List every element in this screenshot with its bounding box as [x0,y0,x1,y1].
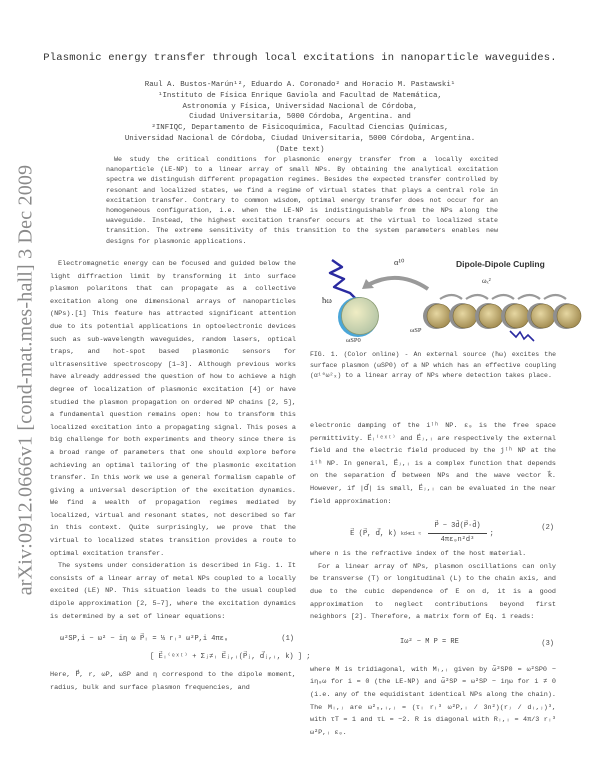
affiliation-line: Ciudad Universitaria, 5000 Córdoba, Argentina. and [189,113,411,122]
equation-1-number: (1) [281,635,294,644]
equation-1-line2: [ E⃗ᵢ⁽ᵉˣᵗ⁾ + Σⱼ≠ᵢ E⃗ⱼ,ᵢ(P⃗ⱼ, d⃗ⱼ,ᵢ, k) ] ; [150,653,311,662]
coupling-title: Dipole-Dipole Cupling [456,259,545,269]
figure-caption: FIG. 1. (Color online) - An external source (ħω) excites the surface plasmon (ωSP0) of a NP which has an effective coupling (α¹⁰ω²ₓ) to a linear array of NPs where detection takes place. [310,351,556,379]
equation-2-fraction [428,520,486,546]
nanoparticle-chain [423,303,581,329]
system-paragraph: The systems under consideration is described in Fig. 1. It consists of a linear array of metal NPs coupled to a locally excited (LE) NP. This situation leads to the usual coupled dipole approximation [2, 5–7], where the excitation dynamics is determined by a set of linear equations: [50,562,296,621]
equation-2-approx: kd≪1 ≈ [400,531,422,538]
coupling-arrow-icon [368,278,428,289]
equation-2-numerator: P⃗ − 3d̂(P⃗·d̂) [428,520,486,534]
author-block [0,80,600,156]
alpha-label: α¹⁰ [394,257,405,267]
excitation-wave-icon [330,260,356,299]
arxiv-stamp-text: arXiv:0912.0666v1 [cond-mat.mes-hall] 3 Dec 2009 [14,164,37,596]
equation-2-number: (2) [541,524,554,533]
equation-1-line1: ω²SP,i − ω² − iη ω P⃗ᵢ = ⅓ rᵢ³ ω²P,i 4πε₀ [60,635,229,644]
equation-3-number: (3) [541,639,554,648]
arxiv-stamp [8,160,44,600]
hop-arrows [440,295,566,299]
equation-3 [310,630,556,658]
date-line: (Date text) [275,145,325,154]
left-column [50,258,311,694]
affiliation-line: Astronomía y Física, Universidad Nacional de Córdoba, [182,102,418,111]
equation-2-lhs: E⃗ (P⃗, d⃗, k) [350,530,397,539]
intro-paragraph: Electromagnetic energy can be focused and guided below the light diffraction limit by transforming it into surface plasmon polaritons that can propagate as a collective excitation along one dimensional arrays of nanoparticles (NPs).[1] This feature has attracted significant attention due to its potential applications in optoelectronic devices such as sub-wavelength waveguides, random lasers, optical traps, and hot-spot based plasmonic sensors for ultrasensitive spectroscopy [1–3]. Although previous works have already addressed the question of how to achieve a high degree of localization of plasmonic excitation [4] or have studied the plasmon propagation on ordered NP chains [2, 5], a fundamental question remains open: how to transform this localized excitation into a propagating signal. This poses a big challenge for both experiments and theory since there is a broad range of parameters that one should explore before achieving an optimal tailoring of the plasmonic excitation transfer. In this work we use a general formalism capable of giving a universal description of the excitation dynamics. We find a wealth of propagation regimes mediated by localized, virtual and resonant states, not described so far in this context. Quite surprisingly, we prove that the virtual to localized states transition provides a route to optimal excitation transfer. [50,260,296,558]
omega-sp0-label: ωSP0 [346,337,361,344]
affiliation-line: ²INFIQC, Departamento de Fisicoquímica, Facultad Ciencias Químicas, [151,124,449,133]
right-column [310,420,556,739]
hbar-omega-label: ħω [322,295,332,305]
figure-1 [310,255,590,345]
linear-array-paragraph: For a linear array of NPs, plasmon oscillations can only be transverse (T) or longitudinal (L) to the chain axis, and due to the cubic dependence of E on d, it is a good approximation to neglect contributions beyond first neighbors [2]. Therefore, a matrix form of Eq. 1 reads: [310,562,556,622]
equation-1 [50,629,311,663]
equation-3-body: Iω² − M P = RE [400,637,459,646]
authors-line: Raul A. Bustos-Marún¹², Eduardo A. Coronado² and Horacio M. Pastawski¹ [144,81,456,89]
affiliation-line: Universidad Nacional de Córdoba, Ciudad Universitaria, 5000 Córdoba, Argentina. [124,134,476,143]
equation-2-body: E⃗ (P⃗, d⃗, k) kd≪1 ≈ $\frac{P⃗ - 3d̂(P⃗\cdot d̂)}{\text{4πε₀n²d³}}$ ; [350,520,494,546]
after-eq1-paragraph: Here, P⃗, r, ωP, ωSP and η correspond to the dipole moment, radius, bulk and surface plasmon frequencies, and [50,671,296,692]
dipole-coupling-diagram [310,255,590,345]
matrix-paragraph: where M is tridiagonal, with Mᵢ,ᵢ given by ω̃²SP0 = ω²SP0 − iη₀ω for i = 0 (the LE-NP) and ω̃²SP = ω²SP − iηω for i ≠ 0 (i.e. any of the equidistant identical NPs along the chain). The Mᵢ,ⱼ are ω²ₓ,ᵢ,ⱼ = (τᵢ rᵢ³ ω²P,ᵢ / 3n²)(rⱼ / dᵢ,ⱼ)³, with τT = 1 and τL = −2. R is diagonal with Rᵢ,ᵢ = 4π/3 rᵢ³ ω²P,ᵢ ε₀. [310,665,556,737]
affiliation-line: ¹Instituto de Física Enrique Gaviola and Facultad de Matemática, [158,91,442,100]
paper-title: Plasmonic energy transfer through local excitations in nanoparticle waveguides. [43,52,557,64]
omega-sp-label: ωSP [410,327,422,334]
damping-paragraph: electronic damping of the iᵗʰ NP. ε₀ is the free space permittivity. E⃗ᵢ⁽ᵉˣᵗ⁾ and E⃗ⱼ,ᵢ are respectively the external field and the electric field produced by the jᵗʰ NP at the iᵗʰ NP. In general, E⃗ⱼ,ᵢ is a complex function that depends on the separation d⃗ between NPs and the wave vector k⃗. However, if |d⃗| is small, E⃗ⱼ,ᵢ can be evaluated in the near field approximation: [310,422,556,506]
detection-wave-icon [510,331,534,341]
equation-2 [310,514,556,542]
omega-x-label: ωₓ² [482,277,491,285]
abstract: We study the critical conditions for plasmonic energy transfer from a locally excited nanoparticle (LE-NP) to a linear array of small NPs. By obtaining the analytical excitation spectra we distinguish different propagation regimes. Besides the expected transfer controlled by resonant and localized states, we find a regime of virtual states that plays a central role in excitation transfer. Contrary to common wisdom, optimal energy transfer does not occur for an homogeneous configuration, i.e. when the LE-NP is indistinguishable from the NPs along the waveguide. Instead, the highest excitation transfer occurs at the virtual to localized state transition. The extreme sensitivity of this transition to the system parameters enables new designs for plasmonic applications. [106,156,498,246]
equation-2-denominator: 4πε₀n²d³ [440,535,475,544]
refractive-index-paragraph: where n is the refractive index of the host material. [310,550,527,559]
